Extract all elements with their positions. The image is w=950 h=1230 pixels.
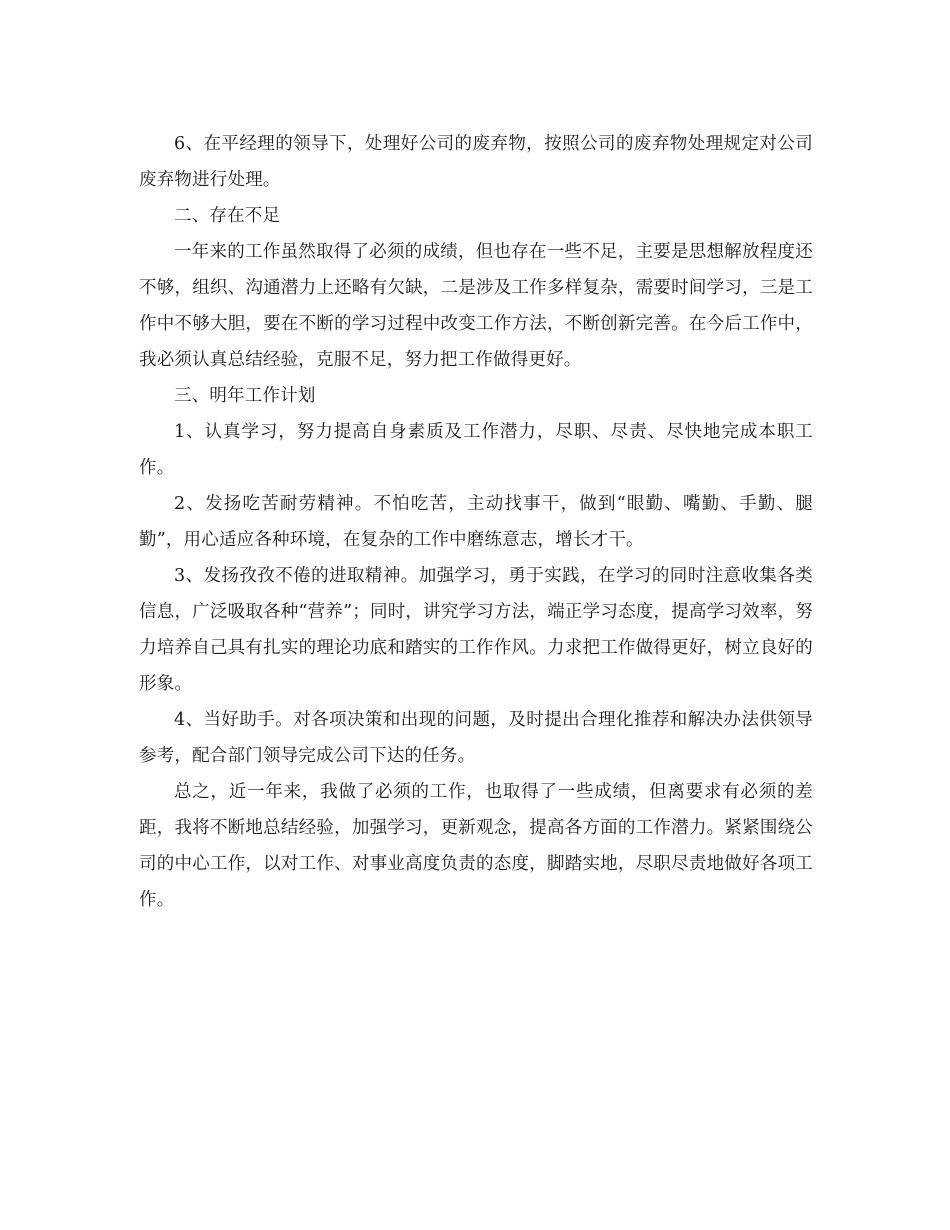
paragraph-waste-handling: 6、在平经理的领导下，处理好公司的废弃物，按照公司的废弃物处理规定对公司废弃物进行处理。 <box>139 134 813 190</box>
plan-item-4: 4、当好助手。对各项决策和出现的问题，及时提出合理化推荐和解决办法供领导参考，配合部门领导完成公司下达的任务。 <box>139 710 813 766</box>
paragraph-shortcomings: 一年来的工作虽然取得了必须的成绩，但也存在一些不足，主要是思想解放程度还不够，组织、沟通潜力上还略有欠缺，二是涉及工作多样复杂，需要时间学习，三是工作中不够大胆，要在不断的学习过程中改变工作方法，不断创新完善。在今后工作中，我必须认真总结经验，克服不足，努力把工作做得更好。 <box>139 242 813 370</box>
section-heading-shortcomings: 二、存在不足 <box>174 206 281 226</box>
section-heading-next-year-plan: 三、明年工作计划 <box>174 386 316 406</box>
plan-item-1: 1、认真学习，努力提高自身素质及工作潜力，尽职、尽责、尽快地完成本职工作。 <box>139 422 813 478</box>
document-body <box>139 126 813 918</box>
paragraph-conclusion: 总之，近一年来，我做了必须的工作，也取得了一些成绩，但离要求有必须的差距，我将不断地总结经验，加强学习，更新观念，提高各方面的工作潜力。紧紧围绕公司的中心工作，以对工作、对事业高度负责的态度，脚踏实地，尽职尽责地做好各项工作。 <box>139 782 813 910</box>
plan-item-2: 2、发扬吃苦耐劳精神。不怕吃苦，主动找事干，做到“眼勤、嘴勤、手勤、腿勤”，用心适应各种环境，在复杂的工作中磨练意志，增长才干。 <box>139 494 813 550</box>
plan-item-3: 3、发扬孜孜不倦的进取精神。加强学习，勇于实践，在学习的同时注意收集各类信息，广泛吸取各种“营养”；同时，讲究学习方法，端正学习态度，提高学习效率，努力培养自己具有扎实的理论功底和踏实的工作作风。力求把工作做得更好，树立良好的形象。 <box>139 566 813 694</box>
